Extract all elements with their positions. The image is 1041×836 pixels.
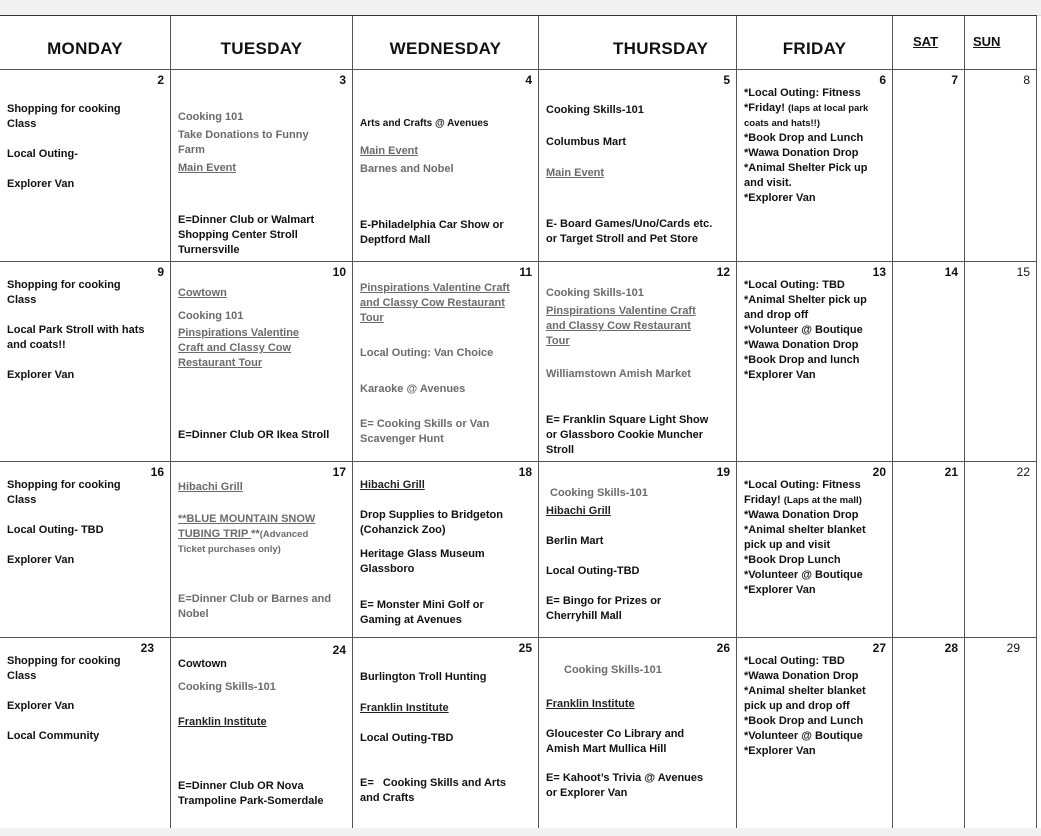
evening-line: or Target Stroll and Pet Store	[546, 233, 698, 245]
evening-line: E=Dinner Club or Barnes and	[178, 593, 332, 605]
date-number: 12	[716, 265, 730, 279]
activity: *Wawa Donation Drop	[744, 339, 859, 351]
bottom-margin	[0, 828, 1041, 836]
activity: pick up and visit	[744, 539, 831, 551]
activity: Burlington Troll Hunting	[360, 671, 487, 683]
header-label: FRIDAY	[782, 39, 847, 58]
header-tuesday	[171, 16, 353, 70]
activity-link[interactable]: Restaurant Tour	[178, 357, 263, 369]
evening-line: Trampoline Park-Somerdale	[178, 795, 324, 807]
activity-list	[546, 286, 731, 382]
evening-plan	[546, 413, 731, 458]
activity-list	[178, 480, 347, 557]
activity: Class	[7, 294, 37, 306]
header-friday	[737, 16, 893, 70]
date-number: 18	[518, 465, 532, 479]
date-number: 25	[518, 641, 532, 655]
activity: Amish Mart Mullica Hill	[546, 743, 667, 755]
evening-plan	[360, 417, 533, 447]
evening-plan	[178, 779, 347, 809]
activity: *Animal shelter blanket	[744, 524, 866, 536]
date-number: 5	[723, 73, 730, 87]
date-number: 28	[944, 641, 958, 655]
activity: *Wawa Donation Drop	[744, 509, 859, 521]
activity-link[interactable]: Hibachi Grill	[178, 481, 243, 493]
header-label: SUN	[973, 34, 1001, 49]
calendar-grid	[0, 15, 1037, 830]
activity-list	[7, 478, 165, 568]
activity: Cooking Skills-101	[550, 487, 648, 499]
day-cell-tuesday	[171, 70, 353, 262]
activity: Cooking Skills-101	[546, 287, 644, 299]
activity: Class	[7, 118, 37, 130]
activity: Cooking Skills-101	[546, 104, 644, 116]
day-cell-friday	[737, 638, 893, 829]
activity: *Local Outing: Fitness	[744, 479, 861, 491]
date-number: 27	[872, 641, 886, 655]
day-cell-friday	[737, 70, 893, 262]
evening-line: E= Cooking Skills and Arts	[360, 777, 506, 789]
activity-note: Ticket purchases only)	[178, 544, 281, 555]
header-thursday	[539, 16, 737, 70]
activity-list	[178, 110, 347, 176]
activity: Cooking 101	[178, 111, 244, 123]
evening-plan	[178, 428, 347, 443]
day-cell-sunday	[965, 262, 1037, 462]
evening-plan	[178, 592, 347, 622]
activity-link[interactable]: **BLUE MOUNTAIN SNOW	[178, 513, 316, 525]
header-label: SAT	[913, 34, 939, 49]
evening-line: E= Bingo for Prizes or	[546, 595, 662, 607]
activity: Local Outing-TBD	[360, 732, 454, 744]
date-number: 11	[519, 265, 532, 279]
activity-text: **	[251, 528, 260, 540]
activity: Explorer Van	[7, 700, 75, 712]
date-number: 10	[332, 265, 346, 279]
date-number: 13	[872, 265, 886, 279]
activity: Berlin Mart	[546, 535, 604, 547]
header-label: THURSDAY	[613, 39, 709, 58]
evening-plan	[546, 217, 731, 247]
activity: (Cohanzick Zoo)	[360, 524, 446, 536]
activity-list	[546, 486, 731, 579]
day-cell-monday	[0, 462, 171, 638]
evening-line: E=Dinner Club OR Nova	[178, 780, 304, 792]
activity-link[interactable]: Main Event	[178, 162, 237, 174]
activity-list	[360, 478, 533, 577]
day-cell-saturday	[893, 638, 965, 829]
activity-link[interactable]: Main Event	[546, 167, 605, 179]
activity: Drop Supplies to Bridgeton	[360, 509, 503, 521]
evening-plan	[178, 213, 347, 258]
activity-list	[744, 478, 887, 598]
header-saturday	[893, 16, 965, 70]
activity: *Explorer Van	[744, 584, 816, 596]
evening-line: E=Dinner Club OR Ikea Stroll	[178, 429, 330, 441]
activity-list	[360, 281, 533, 397]
activity: *Explorer Van	[744, 192, 816, 204]
header-wednesday	[353, 16, 539, 70]
header-sunday	[965, 16, 1037, 70]
evening-line: Turnersville	[178, 244, 240, 256]
header-label: MONDAY	[47, 39, 123, 58]
activity-link[interactable]: Pinspirations Valentine Craft	[360, 282, 510, 294]
activity: Take Donations to Funny	[178, 129, 309, 141]
activity: Cooking 101	[178, 310, 244, 322]
activity-link[interactable]: Franklin Institute	[546, 698, 635, 710]
activity: Gloucester Co Library and	[546, 728, 685, 740]
activity-list	[546, 103, 731, 181]
activity-link[interactable]: Pinspirations Valentine	[178, 327, 300, 339]
activity: *Volunteer @ Boutique	[744, 730, 863, 742]
activity-list	[744, 278, 887, 383]
evening-line: Scavenger Hunt	[360, 433, 444, 445]
date-number: 16	[150, 465, 164, 479]
activity: Local Community	[7, 730, 100, 742]
activity: *Volunteer @ Boutique	[744, 324, 863, 336]
day-cell-wednesday	[353, 638, 539, 829]
evening-line: Cherryhill Mall	[546, 610, 622, 622]
date-number: 9	[157, 265, 164, 279]
activity: Shopping for cooking	[7, 103, 121, 115]
activity-list	[178, 286, 347, 371]
day-cell-thursday	[539, 462, 737, 638]
date-number: 8	[1023, 73, 1030, 87]
activity	[744, 101, 887, 116]
activity: *Local Outing: Fitness	[744, 87, 861, 99]
day-cell-saturday	[893, 70, 965, 262]
activity-link[interactable]: Tour	[546, 335, 570, 347]
evening-line: or Glassboro Cookie Muncher	[546, 429, 704, 441]
date-number: 23	[140, 641, 154, 655]
activity: Arts and Crafts @ Avenues	[360, 118, 489, 129]
evening-line: E= Monster Mini Golf or	[360, 599, 484, 611]
activity: *Book Drop Lunch	[744, 554, 841, 566]
header-label: TUESDAY	[220, 39, 303, 58]
date-number: 20	[872, 465, 886, 479]
day-cell-monday	[0, 70, 171, 262]
activity	[744, 493, 887, 508]
day-cell-tuesday	[171, 462, 353, 638]
activity: *Volunteer @ Boutique	[744, 569, 863, 581]
activity: Williamstown Amish Market	[546, 368, 691, 380]
evening-plan	[546, 771, 731, 801]
day-cell-wednesday	[353, 70, 539, 262]
activity: Karaoke @ Avenues	[360, 383, 466, 395]
evening-line: Stroll	[546, 444, 575, 456]
date-number: 29	[1006, 641, 1020, 655]
date-number: 21	[944, 465, 958, 479]
activity-note: (laps at local park	[788, 103, 869, 114]
evening-line: or Explorer Van	[546, 787, 628, 799]
evening-plan	[360, 776, 533, 806]
activity-text: *Friday!	[744, 102, 789, 114]
date-number: 14	[944, 265, 958, 279]
activity: *Book Drop and Lunch	[744, 132, 864, 144]
activity: *Animal Shelter Pick up	[744, 162, 868, 174]
evening-line: E= Franklin Square Light Show	[546, 414, 709, 426]
evening-line: E-Philadelphia Car Show or	[360, 219, 504, 231]
day-cell-friday	[737, 462, 893, 638]
activity-note: (Advanced	[259, 529, 309, 540]
date-number: 2	[157, 73, 164, 87]
activity: Local Park Stroll with hats	[7, 324, 145, 336]
evening-line: E=Dinner Club or Walmart	[178, 214, 315, 226]
activity: Class	[7, 670, 37, 682]
date-number: 19	[716, 465, 730, 479]
day-cell-wednesday	[353, 462, 539, 638]
evening-line: Gaming at Avenues	[360, 614, 462, 626]
activity-note: coats and hats!!)	[744, 118, 821, 129]
activity: Shopping for cooking	[7, 479, 121, 491]
activity: *Animal Shelter pick up	[744, 294, 867, 306]
day-cell-thursday	[539, 638, 737, 829]
evening-line: Deptford Mall	[360, 234, 431, 246]
activity-list	[178, 657, 347, 730]
activity: Local Outing-	[7, 148, 78, 160]
activity-link[interactable]: Hibachi Grill	[546, 505, 611, 517]
activity-link[interactable]: Tour	[360, 312, 384, 324]
evening-plan	[360, 218, 533, 248]
activity-link[interactable]: Pinspirations Valentine Craft	[546, 305, 696, 317]
activity-list	[744, 86, 887, 206]
activity-list	[546, 663, 731, 757]
activity: Glassboro	[360, 563, 415, 575]
day-cell-thursday	[539, 262, 737, 462]
activity-link[interactable]: and Classy Cow Restaurant	[360, 297, 505, 309]
day-cell-sunday	[965, 70, 1037, 262]
activity: Local Outing-TBD	[546, 565, 640, 577]
date-number: 22	[1016, 465, 1030, 479]
date-number: 6	[879, 73, 886, 87]
day-cell-sunday	[965, 638, 1037, 829]
activity: Cooking Skills-101	[178, 681, 276, 693]
activity: Class	[7, 494, 37, 506]
activity: Shopping for cooking	[7, 279, 121, 291]
activity-list	[7, 278, 165, 383]
evening-line: E= Kahoot’s Trivia @ Avenues	[546, 772, 704, 784]
activity-list	[7, 654, 165, 744]
day-cell-tuesday	[171, 638, 353, 829]
activity-link[interactable]: Craft and Classy Cow	[178, 342, 292, 354]
activity: *Explorer Van	[744, 745, 816, 757]
activity-list	[7, 102, 165, 192]
activity: Explorer Van	[7, 178, 75, 190]
header-monday	[0, 16, 171, 70]
activity-link[interactable]: and Classy Cow Restaurant	[546, 320, 691, 332]
activity-link[interactable]: TUBING TRIP	[178, 528, 252, 540]
activity: Explorer Van	[7, 369, 75, 381]
day-cell-saturday	[893, 262, 965, 462]
activity: pick up and drop off	[744, 700, 850, 712]
activity-list	[744, 654, 887, 759]
date-number: 26	[716, 641, 730, 655]
activity-list	[360, 670, 533, 746]
activity: Shopping for cooking	[7, 655, 121, 667]
date-number: 3	[339, 73, 346, 87]
activity: Cowtown	[178, 658, 227, 670]
date-number: 24	[332, 643, 346, 657]
activity: *Book Drop and lunch	[744, 354, 860, 366]
activity: and visit.	[744, 177, 792, 189]
evening-plan	[546, 594, 731, 624]
evening-line: Shopping Center Stroll	[178, 229, 298, 241]
activity: *Book Drop and Lunch	[744, 715, 864, 727]
date-number: 15	[1016, 265, 1030, 279]
header-label: WEDNESDAY	[389, 39, 502, 58]
activity-link[interactable]: Hibachi Grill	[360, 479, 425, 491]
activity-list	[360, 116, 533, 177]
activity-link[interactable]: Cowtown	[178, 287, 227, 299]
day-cell-friday	[737, 262, 893, 462]
activity: Heritage Glass Museum	[360, 548, 485, 560]
activity-note: (Laps at the mall)	[783, 495, 862, 506]
day-cell-monday	[0, 262, 171, 462]
activity: *Explorer Van	[744, 369, 816, 381]
day-cell-tuesday	[171, 262, 353, 462]
activity-link[interactable]: Franklin Institute	[360, 702, 449, 714]
activity: *Animal shelter blanket	[744, 685, 866, 697]
activity-text: Friday!	[744, 494, 784, 506]
evening-line: E= Cooking Skills or Van	[360, 418, 490, 430]
activity: and coats!!	[7, 339, 66, 351]
date-number: 4	[525, 73, 532, 87]
day-cell-sunday	[965, 462, 1037, 638]
activity	[178, 527, 347, 542]
activity: Columbus Mart	[546, 136, 627, 148]
activity: Farm	[178, 144, 205, 156]
activity: *Wawa Donation Drop	[744, 147, 859, 159]
evening-plan	[360, 598, 533, 628]
activity: Local Outing- TBD	[7, 524, 104, 536]
activity: Barnes and Nobel	[360, 163, 454, 175]
activity: *Local Outing: TBD	[744, 655, 845, 667]
evening-line: and Crafts	[360, 792, 415, 804]
activity: Cooking Skills-101	[564, 664, 662, 676]
activity: and drop off	[744, 309, 809, 321]
activity: *Wawa Donation Drop	[744, 670, 859, 682]
evening-line: Nobel	[178, 608, 209, 620]
day-cell-thursday	[539, 70, 737, 262]
activity-link[interactable]: Franklin Institute	[178, 716, 267, 728]
activity: Local Outing: Van Choice	[360, 347, 494, 359]
day-cell-wednesday	[353, 262, 539, 462]
date-number: 17	[332, 465, 346, 479]
top-margin	[0, 0, 1041, 16]
day-cell-monday	[0, 638, 171, 829]
activity-link[interactable]: Main Event	[360, 145, 419, 157]
evening-line: E- Board Games/Uno/Cards etc.	[546, 218, 713, 230]
activity: Explorer Van	[7, 554, 75, 566]
date-number: 7	[951, 73, 958, 87]
day-cell-saturday	[893, 462, 965, 638]
activity: *Local Outing: TBD	[744, 279, 845, 291]
